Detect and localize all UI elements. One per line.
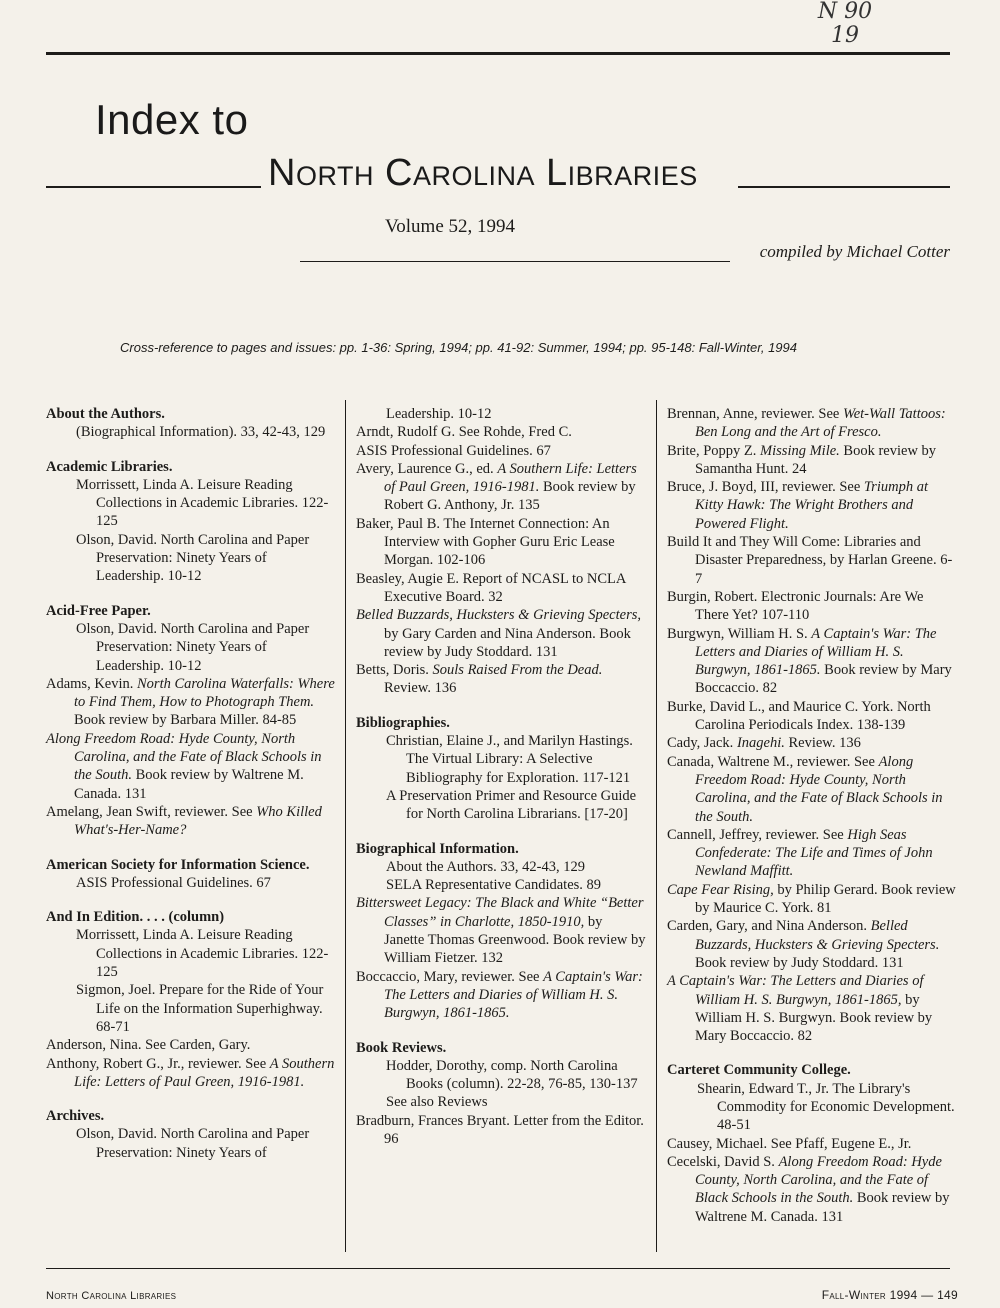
entry-text: Cady, Jack. (667, 735, 737, 752)
index-heading: Academic Libraries. (46, 458, 173, 475)
index-entry (667, 533, 957, 588)
entry-title-italic: Along Freedom Road: Hyde County, North Carolina, and the Fate of Black Schools in the South. (695, 753, 943, 825)
index-entry (356, 442, 646, 460)
index-entry (356, 515, 646, 570)
publication-title: North Carolina Libraries (268, 152, 698, 194)
entry-title-italic: A Southern Life: Letters of Paul Green, 1916-1981. (74, 1055, 335, 1090)
index-heading: Biographical Information. (356, 840, 519, 857)
entry-text: Review. 136 (384, 680, 457, 697)
footer-issue-page (822, 1288, 958, 1302)
entry-title-italic: Souls Raised From the Dead. (432, 662, 603, 679)
entry-text: Beasley, Augie E. Report of NCASL to NCLA Executive Board. 32 (356, 570, 626, 605)
entry-text: Cannell, Jeffrey, reviewer. See (667, 826, 848, 843)
index-subentry: Olson, David. North Carolina and Paper Preservation: Ninety Years of Leadership. 10-12 (76, 531, 310, 585)
index-entry (46, 1055, 336, 1092)
index-subentry: Christian, Elaine J., and Marilyn Hastings. The Virtual Library: A Selective Bibliography for Exploration. 117-121 (386, 733, 633, 786)
index-entry (356, 423, 646, 441)
entry-text: Betts, Doris. (356, 662, 433, 679)
entry-text: Bradburn, Frances Bryant. Letter from the Editor. 96 (356, 1112, 644, 1147)
index-heading: Carteret Community College. (667, 1062, 851, 1079)
footer-rule (46, 1268, 950, 1269)
index-entry (667, 442, 957, 479)
entry-title-italic: Along Freedom Road: Hyde County, North Carolina, and the Fate of Black Schools in the South. (695, 1153, 942, 1207)
entry-title-italic: Inagehi. (736, 735, 785, 752)
index-subentry: Olson, David. North Carolina and Paper Preservation: Ninety Years of (76, 1126, 310, 1161)
index-subentry: Morrissett, Linda A. Leisure Reading Collections in Academic Libraries. 122-125 (76, 927, 329, 981)
index-subentry: Sigmon, Joel. Prepare for the Ride of Your Life on the Information Superhighway. 68-71 (76, 982, 324, 1035)
entry-text: Adams, Kevin. (46, 675, 138, 692)
index-subentry: A Preservation Primer and Resource Guide for North Carolina Librarians. [17-20] (386, 787, 637, 823)
index-heading: American Society for Information Science. (46, 856, 310, 873)
entry-title-italic: Triumph at Kitty Hawk: The Wright Brothers and Powered Flight. (695, 479, 928, 532)
index-entry (667, 588, 957, 625)
index-entry (46, 675, 336, 730)
entry-title-italic: Along Freedom Road: Hyde County, North Carolina, and the Fate of Black Schools in the South. (46, 730, 322, 784)
index-subentry: Olson, David. North Carolina and Paper Preservation: Ninety Years of Leadership. 10-12 (76, 620, 310, 674)
index-entry (667, 625, 957, 698)
entry-title-italic: A Southern Life: Letters of Paul Green, 1916-1981. (384, 460, 637, 496)
page-title: Index to (95, 96, 249, 143)
index-heading: Book Reviews. (356, 1039, 447, 1056)
index-entry (46, 803, 336, 840)
entry-text: Book review by Barbara Miller. 84-85 (74, 712, 297, 729)
index-entry (356, 460, 646, 515)
entry-text: Book review by Waltrene M. Canada. 131 (74, 767, 304, 802)
entry-title-italic: Belled Buzzards, Hucksters & Grieving Specters. (695, 918, 940, 953)
entry-text: Causey, Michael. See Pfaff, Eugene E., Jr. (667, 1135, 912, 1152)
index-entry (667, 972, 957, 1045)
footer-publication: North Carolina Libraries (46, 1290, 177, 1302)
entry-title-italic: Missing Mile. (760, 442, 840, 459)
index-heading: Archives. (46, 1108, 105, 1125)
entry-text: Review. 136 (784, 735, 861, 752)
entry-text: Boccaccio, Mary, reviewer. See (356, 968, 544, 985)
index-heading: Bibliographies. (356, 714, 450, 731)
entry-text: Bruce, J. Boyd, III, reviewer. See (667, 479, 864, 496)
index-column-1 (46, 405, 336, 1162)
entry-text: Build It and They Will Come: Libraries and Disaster Preparedness, by Harlan Greene. 6-7 (667, 534, 953, 587)
entry-title-italic: Bittersweet Legacy: The Black and White “Better Classes” in Charlotte, 1850-1910, (356, 895, 644, 930)
footer-year-page: 1994 — 149 (889, 1288, 958, 1302)
index-subentry: (Biographical Information). 33, 42-43, 129 (76, 424, 326, 441)
column-divider-1 (345, 400, 346, 1252)
index-subentry: About the Authors. 33, 42-43, 129 (386, 858, 585, 875)
index-entry (667, 753, 957, 826)
index-entry (667, 1135, 957, 1153)
entry-text: Carden, Gary, and Nina Anderson. (667, 918, 871, 935)
index-subentry: Morrissett, Linda A. Leisure Reading Collections in Academic Libraries. 122-125 (76, 476, 329, 530)
entry-title-italic: High Seas Confederate: The Life and Times of John Newland Maffitt. (695, 826, 933, 880)
index-entry (356, 570, 646, 607)
entry-text: Burke, David L., and Maurice C. York. North Carolina Periodicals Index. 138-139 (667, 698, 931, 734)
entry-title-italic: Belled Buzzards, Hucksters & Grieving Specters, (356, 607, 641, 624)
entry-title-italic: A Captain's War: The Letters and Diaries of William H. S. Burgwyn, 1861-1865. (384, 968, 643, 1022)
index-entry (667, 1153, 957, 1226)
entry-text: Arndt, Rudolf G. See Rohde, Fred C. (356, 424, 572, 441)
footer-season: Fall-Winter (821, 1288, 886, 1302)
entry-title-italic: Cape Fear Rising, (667, 881, 774, 898)
index-subentry: See also Reviews (386, 1094, 488, 1111)
entry-text: by Philip Gerard. Book review by Maurice C. York. 81 (695, 881, 956, 917)
entry-text: Burgwyn, William H. S. (667, 625, 812, 642)
index-entry (46, 1036, 336, 1054)
entry-text: ASIS Professional Guidelines. 67 (356, 442, 551, 459)
entry-text: Book review by Mary Boccaccio. 82 (695, 662, 952, 697)
entry-text: Book review by Robert G. Anthony, Jr. 135 (384, 479, 636, 514)
compiled-rule (300, 261, 730, 262)
index-entry (46, 730, 336, 803)
entry-text: Canada, Waltrene M., reviewer. See (667, 753, 879, 770)
entry-text: Avery, Laurence G., ed. (356, 460, 498, 477)
title-left-rule (46, 186, 261, 188)
entry-text: by Janette Thomas Greenwood. Book review by William Fietzer. 132 (384, 913, 646, 967)
entry-text: Cecelski, David S. (667, 1153, 779, 1170)
index-heading: About the Authors. (46, 406, 165, 422)
entry-text: Anthony, Robert G., Jr., reviewer. See (46, 1055, 270, 1072)
entry-title-italic: A Captain's War: The Letters and Diaries of William H. S. Burgwyn, 1861-1865. (695, 625, 937, 679)
index-entry (667, 734, 957, 752)
index-entry (667, 881, 957, 918)
entry-text: Anderson, Nina. See Carden, Gary. (46, 1037, 251, 1054)
title-right-rule (738, 186, 950, 188)
top-rule (46, 52, 950, 55)
entry-text: by Gary Carden and Nina Anderson. Book review by Judy Stoddard. 131 (384, 625, 631, 660)
entry-text: Brite, Poppy Z. (667, 442, 761, 459)
index-column-2 (356, 405, 646, 1148)
compiled-by: compiled by Michael Cotter (759, 242, 950, 261)
entry-text: Baker, Paul B. The Internet Connection: An Interview with Gopher Guru Eric Lease Morgan. 102-106 (356, 515, 615, 569)
index-entry (356, 894, 646, 967)
index-heading: Acid-Free Paper. (46, 602, 151, 619)
entry-text: by William H. S. Burgwyn. Book review by Mary Boccaccio. 82 (695, 991, 933, 1045)
index-entry (356, 1112, 646, 1149)
entry-title-italic: Wet-Wall Tattoos: Ben Long and the Art of Fresco. (695, 406, 946, 441)
cross-reference: Cross-reference to pages and issues: pp. 1-36: Spring, 1994; pp. 41-92: Summer, 1994; pp. 95-148: Fall-Winter, 1994 (120, 340, 797, 355)
entry-text: Book review by Waltrene M. Canada. 131 (695, 1190, 950, 1225)
entry-title-italic: A Captain's War: The Letters and Diaries of William H. S. Burgwyn, 1861-1865, (667, 973, 924, 1008)
entry-text: Book review by Judy Stoddard. 131 (695, 954, 904, 971)
index-entry (356, 606, 646, 661)
column-divider-2 (656, 400, 657, 1252)
index-entry (667, 826, 957, 881)
entry-title-italic: North Carolina Waterfalls: Where to Find Them, How to Photograph Them. (74, 675, 335, 711)
index-heading: And In Edition. . . . (column) (46, 909, 225, 926)
index-entry (667, 478, 957, 533)
index-subentry: Leadership. 10-12 (386, 406, 492, 422)
entry-text: Amelang, Jean Swift, reviewer. See (46, 803, 257, 820)
entry-text: Book review by Samantha Hunt. 24 (695, 442, 937, 477)
index-entry (356, 968, 646, 1023)
index-entry (667, 698, 957, 735)
entry-text: Burgin, Robert. Electronic Journals: Are We There Yet? 107-110 (667, 588, 924, 624)
entry-title-italic: Who Killed What's-Her-Name? (74, 803, 322, 839)
index-subentry: ASIS Professional Guidelines. 67 (76, 874, 271, 891)
entry-text: Brennan, Anne, reviewer. See (667, 406, 843, 422)
index-subentry: Hodder, Dorothy, comp. North Carolina Books (column). 22-28, 76-85, 130-137 (386, 1057, 638, 1093)
index-entry (667, 405, 957, 442)
index-entry (356, 661, 646, 698)
handwritten-note: N 90 19 (817, 0, 873, 48)
index-column-3 (667, 405, 957, 1226)
index-subentry: Shearin, Edward T., Jr. The Library's Commodity for Economic Development. 48-51 (697, 1080, 955, 1134)
volume-label: Volume 52, 1994 (385, 216, 516, 237)
index-entry (667, 917, 957, 972)
index-subentry: SELA Representative Candidates. 89 (386, 877, 602, 894)
